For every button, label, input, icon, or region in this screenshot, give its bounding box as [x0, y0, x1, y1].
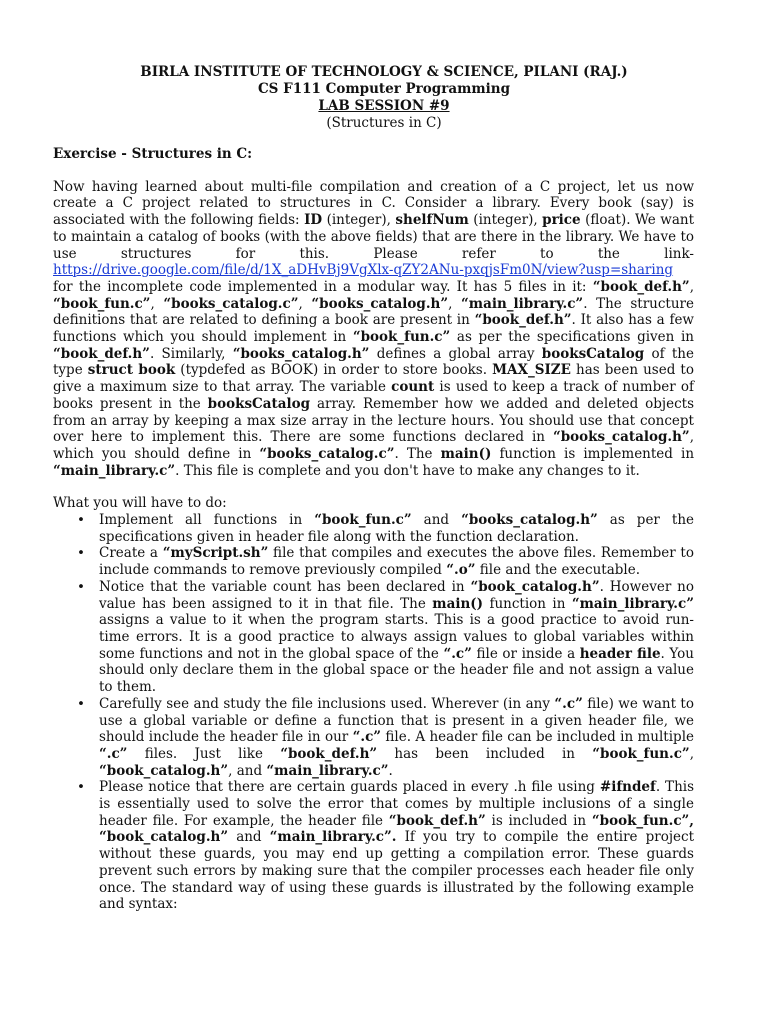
identifier: main() — [440, 445, 492, 462]
text-run: If you try to compile the entire project without these guards, you may end up getting a compilation error. These guards prevent such errors by making sure that the compiler processes each header file only once. The standard way of using these guards is illustrated by the following example and syntax: — [99, 829, 694, 913]
identifier: booksCatalog — [541, 345, 645, 362]
file-name: “books_catalog.h” — [311, 295, 449, 312]
text-run: array. Remember how we added and deleted objects from an array by keeping a max size array in the lecture hours. You should use that concept over here to implement this. There are some functions declared in — [53, 395, 694, 446]
text-run: Please notice that there are certain guards placed in every .h file using — [99, 779, 600, 796]
text-run: Carefully see and study the file inclusions used. Wherever (in any — [99, 695, 555, 712]
text-run: file. A header file can be included in multiple — [381, 729, 695, 746]
text-run: as per the specifications given in — [450, 329, 694, 346]
file-name: “.c” — [352, 729, 382, 746]
list-item — [77, 578, 694, 696]
text-run: , — [150, 295, 164, 312]
list-item — [77, 545, 694, 579]
file-name: “books_catalog.h” — [461, 512, 598, 529]
text-run: , — [689, 278, 694, 295]
text-run: has been included in — [377, 745, 593, 762]
drive-link[interactable]: https://drive.google.com/file/d/1X_aDHvBj9VgXlx-qZY2ANu-pxqjsFm0N/view?usp=sharing — [53, 262, 674, 279]
text-run: , and — [228, 762, 267, 779]
todo-intro: What you will have to do: — [53, 495, 227, 512]
text-run: . This file is complete and you don't have to make any changes to it. — [175, 462, 640, 479]
text-run: . It also has a few functions which you should implement in — [53, 312, 694, 346]
file-name: “books_catalog.h” — [232, 345, 370, 362]
file-name: “book_fun.c” — [53, 295, 151, 312]
text-run: defines a global array — [369, 345, 542, 362]
file-name: “.c” — [443, 645, 472, 662]
text-run: . The — [394, 445, 441, 462]
task-list — [53, 512, 694, 913]
text-run: is used to keep a track of number of books present in the — [53, 379, 695, 412]
text-run: as per the specifications given in header file along with the function declaration. — [99, 512, 695, 545]
field-shelfnum: shelfNum — [395, 212, 469, 229]
text-run: , — [689, 745, 694, 762]
file-name: “main_library.c”. — [269, 829, 397, 846]
bullet-icon: • — [77, 779, 85, 796]
text-run: and — [228, 829, 270, 846]
identifier: struct book — [87, 362, 176, 379]
institute-name: BIRLA INSTITUTE OF TECHNOLOGY & SCIENCE, PILANI (RAJ.) — [140, 64, 628, 80]
text-run: . You should only declare them in the global space or the header file and not assign a value to them. — [99, 645, 694, 696]
file-name: “main_library.c” — [461, 295, 584, 312]
file-name: “book_fun.c”, — [591, 812, 694, 829]
file-name: “main_library.c” — [266, 762, 389, 779]
file-name: “main_library.c” — [571, 595, 694, 612]
text-run: of the type — [53, 345, 694, 379]
bullet-icon: • — [77, 695, 85, 712]
text-run: assigns a value to it when the program starts. This is a good practice to avoid run-time errors. It is a good practice to always assign values to global variables within some functions and not in the global space of the — [99, 612, 694, 662]
text-run: . The structure definitions that are related to defining a book are present in — [53, 295, 694, 329]
identifier: MAX_SIZE — [492, 362, 571, 379]
text-run: Notice that the variable count has been declared in — [99, 578, 471, 595]
text-run: for the incomplete code implemented in a modular way. It has 5 files in it: — [53, 278, 593, 295]
file-name: “myScript.sh” — [162, 545, 269, 562]
text-run: file and the executable. — [475, 562, 641, 579]
text-run: , — [448, 295, 462, 312]
lab-topic: (Structures in C) — [326, 115, 442, 131]
lab-session-title: LAB SESSION #9 — [318, 98, 450, 114]
file-name: “book_def.h” — [474, 312, 572, 329]
file-name: “books_catalog.h” — [552, 429, 690, 446]
file-name: “book_fun.c” — [352, 329, 451, 346]
file-name: “book_def.h” — [388, 812, 486, 829]
file-name: “book_fun.c” — [314, 512, 412, 529]
field-id: ID — [304, 212, 323, 229]
text-run: (integer), — [468, 212, 543, 229]
text-run: . — [388, 762, 393, 779]
field-price: price — [542, 212, 581, 229]
text-run: , which you should define in — [53, 429, 694, 462]
text-run: Create a — [99, 545, 163, 562]
text-run: (float). We want to maintain a catalog of books (with the above fields) that are there in the library. We have to use structures for this. Please refer to the link- — [53, 212, 694, 262]
file-name: “book_def.h” — [592, 278, 690, 295]
file-name: “books_catalog.c” — [163, 295, 299, 312]
bullet-icon: • — [77, 578, 85, 595]
text-run: . However no value has been assigned to it in that file. The — [99, 578, 694, 612]
text-run: function is implemented in — [491, 445, 695, 462]
exercise-title: Exercise - Structures in C: — [53, 146, 253, 162]
identifier: booksCatalog — [207, 395, 311, 412]
document-header — [0, 64, 768, 132]
file-name: “main_library.c” — [53, 462, 176, 479]
document-body — [53, 146, 694, 913]
list-item — [77, 695, 695, 780]
text-run: is included in — [485, 812, 592, 829]
text-run: . Similarly, — [149, 345, 233, 362]
text-run: . This is essentially used to solve the error that comes by multiple inclusions of a single header file. For example, the header file — [99, 779, 695, 829]
bullet-icon: • — [77, 512, 85, 529]
list-item — [77, 512, 695, 545]
text-run: (typdefed as BOOK) in order to store books. — [175, 362, 493, 379]
file-name: “book_def.h” — [53, 345, 150, 362]
file-name: “.c” — [554, 695, 583, 712]
course-title: CS F111 Computer Programming — [257, 81, 511, 97]
file-name: “book_catalog.h” — [99, 829, 229, 846]
text-run: file that compiles and executes the above files. Remember to include commands to remove previously compiled — [99, 545, 694, 579]
file-name: “book_fun.c” — [592, 745, 690, 762]
text-run: file or inside a — [471, 645, 580, 662]
text-run: file) we want to use a global variable or define a function that is present in a given header file, we should include the header file in our — [99, 695, 694, 746]
bullet-icon: • — [77, 545, 85, 562]
text-run: and — [411, 512, 462, 529]
file-name: “.c” — [99, 745, 128, 762]
intro-paragraph — [53, 179, 694, 480]
text-run: Now having learned about multi-file compilation and creation of a C project, let us now create a C project related to structures in C. Consider a library. Every book (say) is associated with the following fields: — [53, 178, 694, 229]
file-name: “book_catalog.h” — [470, 578, 600, 595]
identifier: count — [391, 379, 435, 396]
text-run: (integer), — [322, 212, 396, 229]
text-run: function in — [483, 595, 572, 612]
text-run: Implement all functions in — [99, 512, 315, 529]
text-run: , — [298, 295, 312, 312]
file-name: “book_def.h” — [280, 745, 378, 762]
identifier: #ifndef — [599, 779, 656, 796]
identifier: main() — [432, 595, 484, 612]
file-name: “books_catalog.c” — [259, 445, 395, 462]
text-run: has been used to give a maximum size to that array. The variable — [53, 362, 694, 396]
file-name: “.o” — [446, 562, 476, 579]
text-run: files. Just like — [127, 745, 281, 762]
file-name: “book_catalog.h” — [99, 762, 229, 779]
identifier: header file — [579, 645, 661, 662]
list-item — [77, 779, 695, 913]
